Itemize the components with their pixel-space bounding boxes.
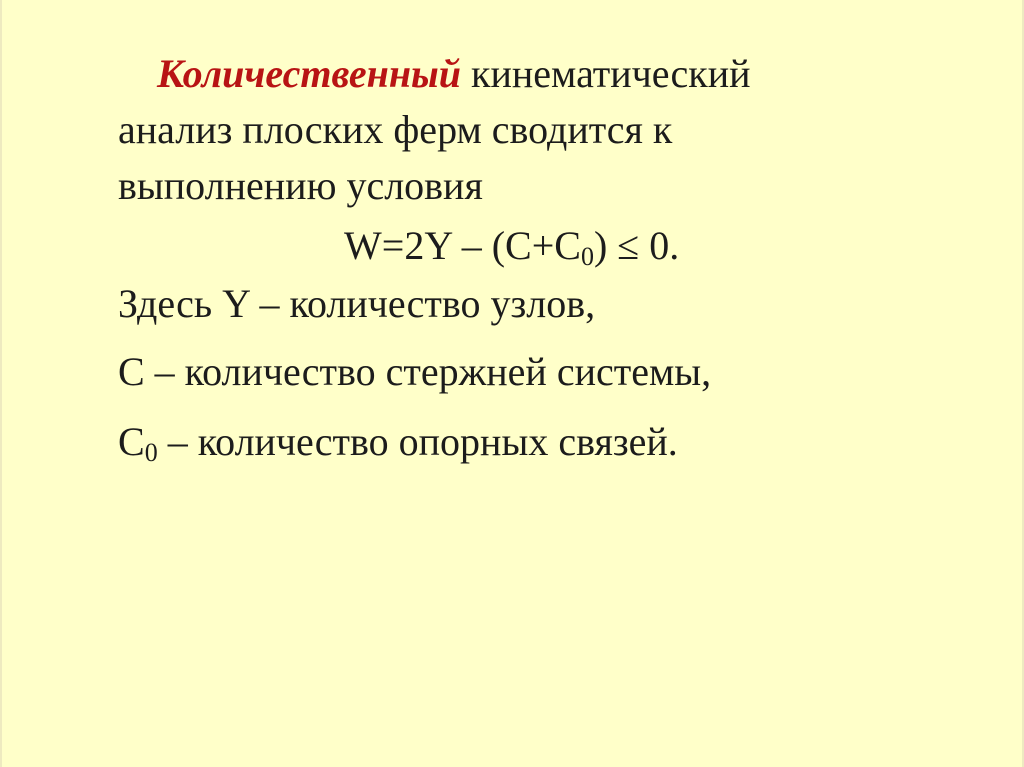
definition-supports-symbol: C [118, 419, 145, 464]
intro-line-1 [118, 46, 998, 102]
formula [118, 218, 998, 274]
emphasized-word: Количественный [157, 51, 462, 96]
intro-line-2: анализ плоских ферм сводится к [118, 107, 673, 152]
definition-nodes: Здесь Y – количество узлов, [118, 281, 596, 326]
formula-part-1: W=2Y – (C+C [344, 223, 581, 268]
formula-part-2: ) ≤ 0. [593, 223, 680, 268]
definition-supports [118, 414, 998, 470]
definition-bars: C – количество стержней системы, [118, 349, 712, 394]
slide-text-block [118, 46, 998, 470]
definition-supports-text: – количество опорных связей. [157, 419, 678, 464]
intro-line-1-rest: кинематический [461, 51, 751, 96]
definition-supports-subscript: 0 [144, 438, 158, 467]
intro-line-3: выполнению условия [118, 163, 483, 208]
formula-subscript: 0 [580, 242, 594, 271]
